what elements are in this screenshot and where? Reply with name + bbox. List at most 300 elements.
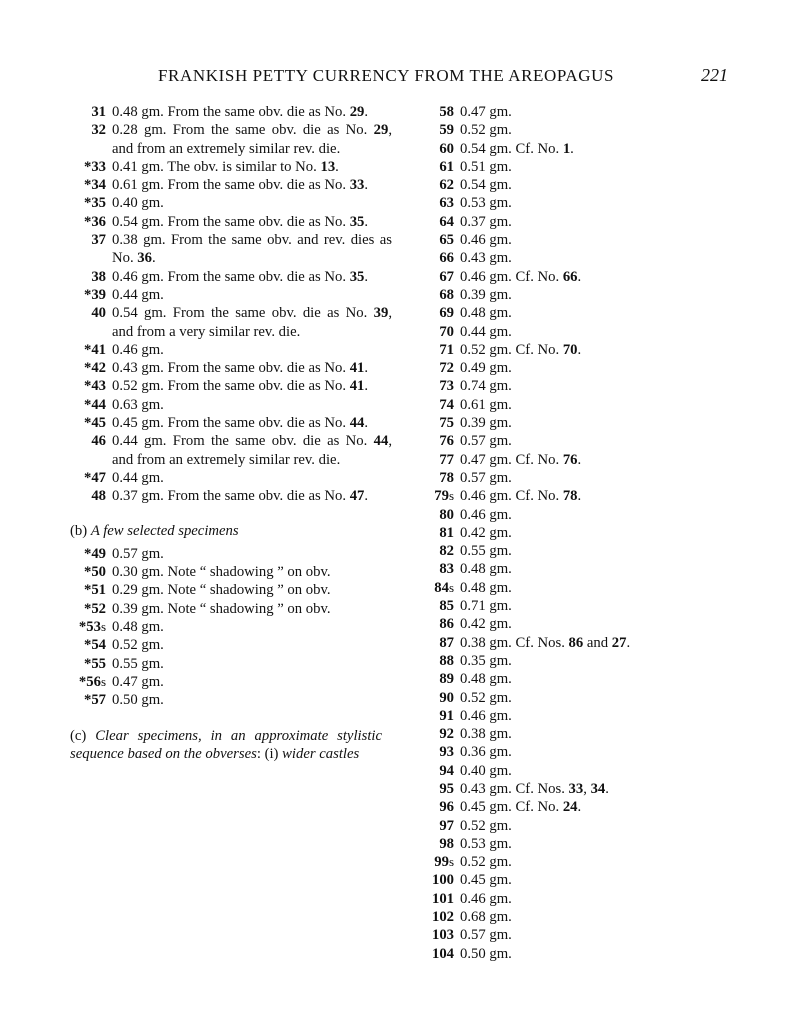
specimen-description — [460, 176, 708, 194]
specimen-number-cell — [418, 469, 460, 487]
cf-reference: 78 — [562, 488, 578, 505]
specimen-entry — [418, 835, 708, 853]
specimen-entry — [418, 560, 708, 578]
specimen-number: *33 — [83, 158, 106, 175]
specimen-entry — [418, 798, 708, 816]
specimen-entry — [62, 469, 392, 487]
specimen-number-cell — [418, 451, 460, 469]
specimen-reference: 13 — [320, 158, 336, 175]
specimen-number-cell — [418, 798, 460, 816]
specimen-weight: 0.46 gm. — [460, 707, 512, 724]
specimen-number: *47 — [83, 469, 106, 486]
specimen-number-cell — [418, 560, 460, 578]
specimen-number-cell — [418, 231, 460, 249]
specimen-entry — [418, 231, 708, 249]
specimen-entry — [62, 158, 392, 176]
cf-label: Cf. No. — [515, 268, 563, 285]
specimen-number-cell — [418, 432, 460, 450]
specimen-number: 73 — [439, 378, 454, 395]
specimen-entry — [418, 945, 708, 963]
specimen-weight: 0.53 gm. — [460, 195, 512, 212]
specimen-number: 40 — [91, 305, 106, 322]
specimen-text-tail: . — [364, 415, 369, 432]
specimen-weight: 0.48 gm. — [460, 561, 512, 578]
specimen-description — [460, 890, 708, 908]
specimen-entry — [62, 414, 392, 432]
specimen-entry — [62, 231, 392, 268]
specimen-number: *39 — [83, 286, 106, 303]
specimen-number-cell — [418, 835, 460, 853]
specimen-entry — [418, 396, 708, 414]
specimen-entry — [418, 414, 708, 432]
specimen-number-cell — [418, 926, 460, 944]
specimen-entry — [62, 487, 392, 505]
specimen-weight: 0.38 gm. — [460, 726, 512, 743]
specimen-number: 67 — [439, 268, 454, 285]
specimen-description — [460, 945, 708, 963]
specimen-description — [112, 213, 392, 231]
specimen-weight: 0.52 gm. — [460, 689, 512, 706]
specimen-weight: 0.51 gm. — [460, 158, 512, 175]
specimen-description: 0.50 gm. — [112, 692, 164, 709]
specimen-weight: 0.42 gm. — [460, 616, 512, 633]
specimen-number: 62 — [439, 177, 454, 194]
cf-reference: 76 — [562, 451, 578, 468]
specimen-text-tail: . — [335, 158, 339, 175]
specimen-text: 0.54 gm. From the same obv. die as No. — [112, 213, 350, 230]
specimen-weight: 0.46 gm. — [460, 268, 512, 285]
specimen-entry — [418, 176, 708, 194]
specimen-entry — [418, 249, 708, 267]
specimen-weight: 0.39 gm. — [460, 415, 512, 432]
specimen-number: 84 — [434, 579, 449, 596]
specimen-description — [460, 670, 708, 688]
specimen-entry — [418, 304, 708, 322]
specimen-description — [460, 652, 708, 670]
specimen-description: 0.29 gm. Note “ shadowing ” on obv. — [112, 582, 331, 599]
specimen-description — [460, 743, 708, 761]
specimen-entry — [62, 359, 392, 377]
specimen-entry — [418, 341, 708, 359]
specimen-number: *45 — [83, 415, 106, 432]
specimen-reference: 41 — [349, 378, 365, 395]
specimen-weight: 0.35 gm. — [460, 652, 512, 669]
specimen-number: 99 — [434, 854, 449, 871]
specimen-reference: 33 — [349, 177, 365, 194]
specimen-entry — [418, 213, 708, 231]
specimen-entry — [418, 524, 708, 542]
specimen-entry — [418, 908, 708, 926]
specimen-entry — [418, 615, 708, 633]
specimen-description — [460, 579, 708, 597]
section-c-title-b: wider castles — [282, 745, 360, 762]
specimen-reference: 39 — [373, 305, 389, 322]
specimen-description: 0.52 gm. Cf. No. 70. — [460, 341, 582, 358]
specimen-number-cell — [418, 194, 460, 212]
specimen-description: 0.46 gm. Cf. No. 66. — [460, 268, 582, 285]
specimen-entry — [418, 725, 708, 743]
specimen-description: 0.38 gm. Cf. Nos. 86 and 27. — [460, 634, 631, 651]
specimen-entry — [418, 707, 708, 725]
specimen-number: 77 — [439, 451, 454, 468]
specimen-description — [460, 615, 708, 633]
specimen-number-cell — [418, 304, 460, 322]
specimen-entry — [62, 396, 392, 414]
specimen-number: *34 — [83, 177, 106, 194]
specimen-entry — [418, 579, 708, 597]
specimen-number: *41 — [83, 341, 106, 358]
specimen-number-cell — [418, 268, 460, 286]
left-entry-list — [62, 103, 392, 506]
cf-reference: 27 — [611, 634, 627, 651]
specimen-number-cell — [418, 780, 460, 798]
cf-reference: 66 — [562, 268, 578, 285]
specimen-text-tail: . — [364, 488, 369, 505]
specimen-number-cell — [418, 323, 460, 341]
specimen-description — [460, 707, 708, 725]
specimen-reference: 47 — [349, 488, 365, 505]
specimen-description: 0.47 gm. Cf. No. 76. — [460, 451, 582, 468]
specimen-number: 66 — [439, 250, 454, 267]
specimen-entry — [418, 762, 708, 780]
specimen-weight: 0.55 gm. — [460, 543, 512, 560]
specimen-description: 0.46 gm. Cf. No. 78. — [460, 488, 582, 505]
specimen-text: 0.43 gm. From the same obv. die as No. — [112, 360, 350, 377]
specimen-description — [460, 817, 708, 835]
specimen-entry — [418, 158, 708, 176]
specimen-entry — [418, 597, 708, 615]
specimen-entry — [418, 377, 708, 395]
specimen-description: 0.30 gm. Note “ shadowing ” on obv. — [112, 564, 331, 581]
specimen-entry — [62, 194, 392, 212]
specimen-text: 0.44 gm. From the same obv. die as No. — [112, 433, 374, 450]
specimen-number-cell — [418, 524, 460, 542]
running-title: FRANKISH PETTY CURRENCY FROM THE AREOPAGUS — [158, 66, 615, 85]
specimen-number: 60 — [439, 140, 454, 157]
specimen-text-tail: , and from an extremely similar rev. die. — [112, 433, 392, 468]
specimen-number: 94 — [439, 762, 454, 779]
specimen-entry — [418, 890, 708, 908]
specimen-number: 69 — [439, 305, 454, 322]
specimen-number: 72 — [439, 360, 454, 377]
specimen-weight: 0.42 gm. — [460, 524, 512, 541]
specimen-weight: 0.48 gm. — [460, 305, 512, 322]
specimen-number-cell — [418, 341, 460, 359]
right-column — [418, 103, 708, 963]
section-b-entry-list — [62, 545, 392, 710]
specimen-entry — [418, 121, 708, 139]
specimen-entry — [418, 140, 708, 158]
cf-joiner: , — [583, 780, 591, 797]
specimen-number-cell — [62, 581, 112, 599]
specimen-weight: 0.38 gm. — [460, 634, 512, 651]
specimen-entry — [418, 194, 708, 212]
specimen-entry — [418, 634, 708, 652]
specimen-number: 65 — [439, 232, 454, 249]
section-c-heading — [62, 727, 382, 764]
specimen-suffix: s — [100, 673, 106, 689]
specimen-number: *52 — [83, 600, 106, 617]
specimen-description — [112, 414, 392, 432]
right-entry-list — [418, 103, 708, 963]
specimen-number: 89 — [439, 671, 454, 688]
specimen-number-cell — [418, 615, 460, 633]
specimen-entry — [418, 487, 708, 505]
specimen-entry — [418, 689, 708, 707]
cf-label: Cf. No. — [515, 341, 563, 358]
specimen-text-tail: . — [364, 177, 369, 194]
specimen-text-tail: . — [364, 213, 369, 230]
specimen-entry — [418, 926, 708, 944]
specimen-description — [112, 359, 392, 377]
specimen-weight: 0.44 gm. — [460, 323, 512, 340]
specimen-number: 90 — [439, 689, 454, 706]
specimen-text: 0.37 gm. From the same obv. die as No. — [112, 488, 350, 505]
specimen-description — [112, 268, 392, 286]
specimen-number: 86 — [439, 616, 454, 633]
specimen-reference: 44 — [349, 415, 365, 432]
specimen-description: 0.52 gm. — [112, 637, 164, 654]
specimen-weight: 0.52 gm. — [460, 341, 512, 358]
specimen-entry — [62, 176, 392, 194]
specimen-weight: 0.53 gm. — [460, 835, 512, 852]
specimen-number: 98 — [439, 835, 454, 852]
specimen-number: 88 — [439, 652, 454, 669]
specimen-number: 32 — [91, 122, 106, 139]
specimen-entry — [62, 563, 392, 581]
specimen-number: 71 — [439, 341, 454, 358]
specimen-description: 0.47 gm. — [112, 673, 164, 690]
cf-label: Cf. Nos. — [515, 780, 569, 797]
specimen-text-tail: . — [364, 268, 369, 285]
specimen-weight: 0.61 gm. — [460, 396, 512, 413]
specimen-text: 0.61 gm. From the same obv. die as No. — [112, 177, 350, 194]
specimen-number: *56 — [78, 673, 101, 690]
specimen-suffix: s — [448, 488, 454, 504]
specimen-entry — [62, 304, 392, 341]
specimen-text: 0.46 gm. — [112, 341, 164, 358]
specimen-number-cell — [418, 890, 460, 908]
specimen-description — [112, 432, 392, 469]
specimen-entry — [418, 432, 708, 450]
specimen-number: 70 — [439, 323, 454, 340]
specimen-description: 0.43 gm. Cf. Nos. 33, 34. — [460, 780, 609, 797]
specimen-number-cell — [62, 673, 112, 691]
specimen-number-cell — [418, 871, 460, 889]
specimen-weight: 0.43 gm. — [460, 250, 512, 267]
specimen-description — [460, 469, 708, 487]
specimen-entry — [62, 286, 392, 304]
specimen-entry — [418, 652, 708, 670]
specimen-number: 82 — [439, 543, 454, 560]
specimen-text: 0.40 gm. — [112, 195, 164, 212]
specimen-weight: 0.48 gm. — [460, 579, 512, 596]
specimen-reference: 44 — [373, 433, 389, 450]
specimen-number: 81 — [439, 524, 454, 541]
specimen-number-cell — [418, 908, 460, 926]
specimen-entry — [62, 377, 392, 395]
specimen-entry — [62, 432, 392, 469]
specimen-number: *43 — [83, 378, 106, 395]
specimen-weight: 0.68 gm. — [460, 909, 512, 926]
specimen-number: 91 — [439, 707, 454, 724]
specimen-number: *57 — [83, 692, 106, 709]
specimen-description — [460, 359, 708, 377]
specimen-weight: 0.57 gm. — [460, 469, 512, 486]
specimen-number: 46 — [91, 433, 106, 450]
cf-reference: 1 — [562, 140, 571, 157]
specimen-entry — [418, 359, 708, 377]
specimen-entry — [418, 469, 708, 487]
cf-reference: 24 — [562, 799, 578, 816]
specimen-description — [460, 213, 708, 231]
running-head — [0, 66, 789, 90]
specimen-number-cell — [418, 396, 460, 414]
specimen-weight: 0.74 gm. — [460, 378, 512, 395]
specimen-description — [112, 487, 392, 505]
specimen-reference: 29 — [373, 122, 389, 139]
specimen-description — [112, 341, 392, 359]
section-c-title-a: Clear specimens, in an approximate stylistic sequence based on the obverses — [70, 727, 383, 762]
specimen-weight: 0.49 gm. — [460, 360, 512, 377]
specimen-number: 59 — [439, 122, 454, 139]
specimen-text-tail: . — [151, 250, 156, 267]
specimen-reference: 36 — [137, 250, 152, 267]
specimen-description — [112, 176, 392, 194]
specimen-number-cell — [418, 487, 460, 505]
specimen-number: 85 — [439, 598, 454, 615]
specimen-description — [112, 286, 392, 304]
specimen-number-cell — [418, 597, 460, 615]
specimen-entry — [418, 670, 708, 688]
specimen-weight: 0.48 gm. — [460, 671, 512, 688]
specimen-description — [460, 560, 708, 578]
specimen-number: 92 — [439, 726, 454, 743]
specimen-description — [460, 689, 708, 707]
specimen-description — [460, 542, 708, 560]
specimen-description: 0.54 gm. Cf. No. 1. — [460, 140, 574, 157]
specimen-suffix: s — [448, 579, 454, 595]
specimen-entry — [62, 545, 392, 563]
cf-reference: 86 — [568, 634, 584, 651]
specimen-entry — [62, 341, 392, 359]
specimen-number-cell — [418, 743, 460, 761]
specimen-number-cell — [418, 158, 460, 176]
specimen-number-cell — [418, 542, 460, 560]
specimen-weight: 0.47 gm. — [460, 104, 512, 120]
specimen-description — [112, 231, 392, 268]
specimen-number: 87 — [439, 634, 454, 651]
cf-reference: 33 — [568, 780, 584, 797]
specimen-number-cell — [418, 670, 460, 688]
specimen-weight: 0.45 gm. — [460, 872, 512, 889]
specimen-text: 0.54 gm. From the same obv. die as No. — [112, 305, 374, 322]
specimen-weight: 0.52 gm. — [460, 817, 512, 834]
specimen-entry — [418, 268, 708, 286]
specimen-description — [112, 158, 392, 176]
specimen-number: 64 — [439, 213, 454, 230]
specimen-text: 0.28 gm. From the same obv. die as No. — [112, 122, 374, 139]
specimen-description — [460, 231, 708, 249]
specimen-entry — [418, 286, 708, 304]
specimen-weight: 0.46 gm. — [460, 488, 512, 505]
specimen-entry — [418, 817, 708, 835]
specimen-number: *44 — [83, 396, 106, 413]
specimen-text-tail: . — [364, 360, 369, 377]
specimen-number: 63 — [439, 195, 454, 212]
specimen-number-cell — [418, 853, 460, 871]
specimen-number: 76 — [439, 433, 454, 450]
specimen-text: 0.44 gm. — [112, 469, 164, 486]
specimen-description — [460, 286, 708, 304]
specimen-suffix: s — [448, 854, 454, 870]
specimen-entry — [62, 655, 392, 673]
cf-label: Cf. No. — [515, 799, 563, 816]
cf-reference: 34 — [590, 780, 606, 797]
specimen-entry — [62, 636, 392, 654]
specimen-weight: 0.47 gm. — [460, 451, 512, 468]
specimen-number-cell — [62, 618, 112, 636]
specimen-entry — [418, 871, 708, 889]
specimen-number-cell — [62, 691, 112, 709]
specimen-description — [460, 103, 708, 121]
specimen-entry — [62, 581, 392, 599]
specimen-description — [460, 249, 708, 267]
specimen-description — [460, 158, 708, 176]
specimen-description — [112, 396, 392, 414]
specimen-description — [460, 835, 708, 853]
specimen-entry — [418, 451, 708, 469]
specimen-number-cell — [418, 689, 460, 707]
specimen-description — [460, 377, 708, 395]
specimen-number: 104 — [431, 945, 454, 962]
spacer — [62, 506, 392, 522]
specimen-description — [112, 304, 392, 341]
specimen-text: 0.38 gm. From the same obv. and rev. dies as No. — [112, 232, 392, 267]
specimen-text: 0.45 gm. From the same obv. die as No. — [112, 415, 350, 432]
specimen-number: 78 — [439, 469, 454, 486]
specimen-number: 79 — [434, 488, 449, 505]
specimen-number: 83 — [439, 561, 454, 578]
specimen-weight: 0.57 gm. — [460, 433, 512, 450]
specimen-description — [460, 853, 708, 871]
specimen-number: 38 — [91, 268, 106, 285]
section-b-heading — [62, 522, 392, 540]
cf-label: Cf. No. — [515, 488, 563, 505]
specimen-number-cell — [62, 636, 112, 654]
specimen-number-cell — [418, 762, 460, 780]
specimen-number: *35 — [83, 195, 106, 212]
specimen-number-cell — [418, 414, 460, 432]
specimen-number-cell — [418, 176, 460, 194]
specimen-number: 48 — [91, 488, 106, 505]
specimen-description — [460, 396, 708, 414]
specimen-entry — [62, 618, 392, 636]
specimen-number-cell — [418, 945, 460, 963]
specimen-text: 0.63 gm. — [112, 396, 164, 413]
specimen-description — [460, 524, 708, 542]
specimen-number-cell — [418, 140, 460, 158]
specimen-weight: 0.46 gm. — [460, 890, 512, 907]
specimen-description — [112, 121, 392, 158]
specimen-text-tail: , and from an extremely similar rev. die. — [112, 122, 392, 157]
specimen-number-cell — [418, 634, 460, 652]
specimen-weight: 0.43 gm. — [460, 780, 512, 797]
specimen-weight: 0.54 gm. — [460, 140, 512, 157]
specimen-weight: 0.52 gm. — [460, 854, 512, 871]
specimen-number-cell — [418, 817, 460, 835]
specimen-description — [460, 597, 708, 615]
